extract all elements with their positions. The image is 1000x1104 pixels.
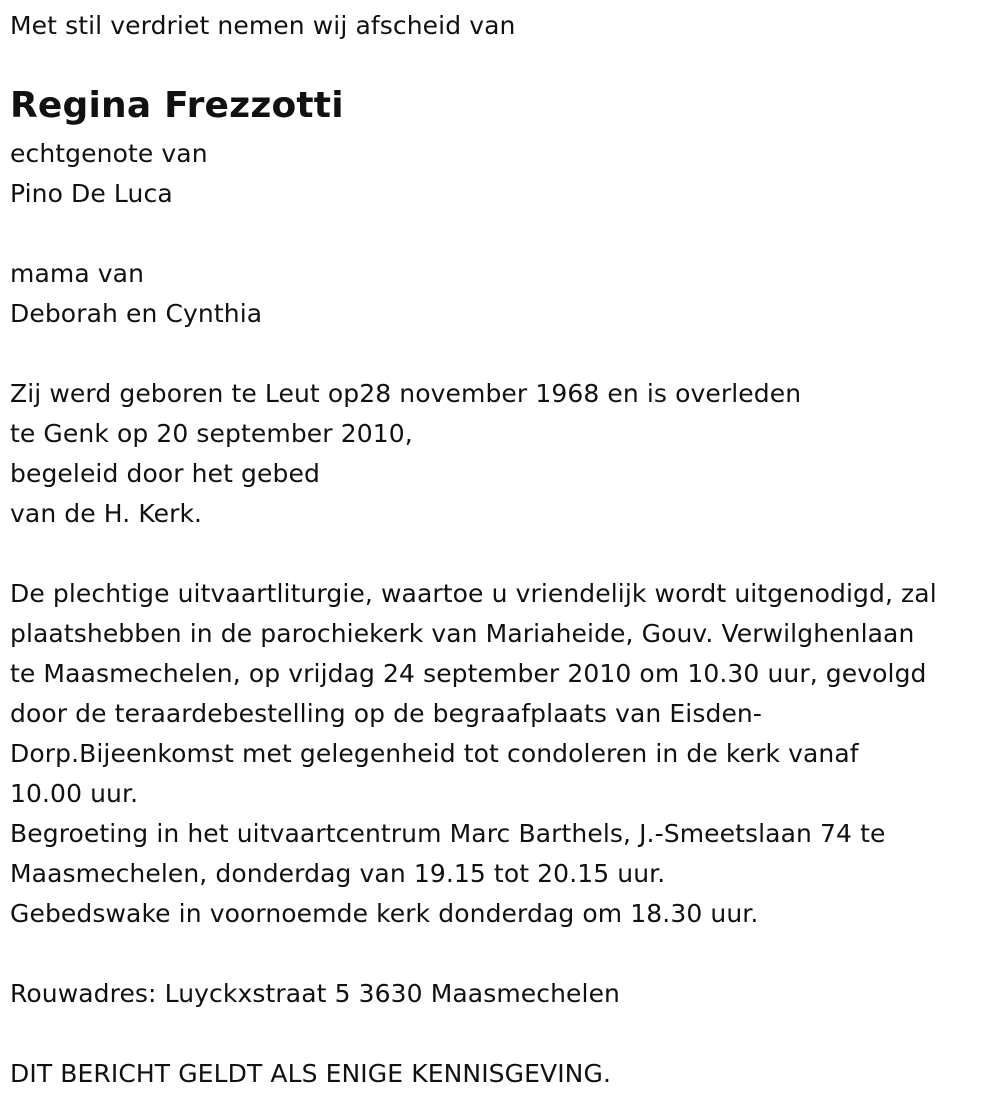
mourning-address: Rouwadres: Luyckxstraat 5 3630 Maasmechelen: [10, 979, 621, 1008]
paragraph-line: De plechtige uitvaartliturgie, waartoe u vriendelijk wordt uitgenodigd, zal: [10, 579, 937, 608]
paragraph-line: Gebedswake in voornoemde kerk donderdag om 18.30 uur.: [10, 899, 759, 928]
paragraph-line: Maasmechelen, donderdag van 19.15 tot 20.15 uur.: [10, 859, 666, 888]
spouse-relation: echtgenote van: [10, 139, 208, 168]
paragraph-line: begeleid door het gebed: [10, 459, 320, 488]
birth-death-paragraph: [10, 374, 801, 534]
deceased-name: Regina Frezzotti: [10, 85, 344, 126]
funeral-paragraph: [10, 574, 937, 934]
spouse-name: Pino De Luca: [10, 179, 173, 208]
children-names: Deborah en Cynthia: [10, 299, 263, 328]
paragraph-line: Begroeting in het uitvaartcentrum Marc Barthels, J.-Smeetslaan 74 te: [10, 819, 886, 848]
paragraph-line: te Maasmechelen, op vrijdag 24 september 2010 om 10.30 uur, gevolgd: [10, 659, 927, 688]
paragraph-line: Zij werd geboren te Leut op28 november 1968 en is overleden: [10, 379, 802, 408]
paragraph-line: Dorp.Bijeenkomst met gelegenheid tot condoleren in de kerk vanaf: [10, 739, 859, 768]
paragraph-line: van de H. Kerk.: [10, 499, 203, 528]
children-block: [10, 254, 262, 334]
paragraph-line: door de teraardebestelling op de begraafplaats van Eisden-: [10, 699, 762, 728]
intro-text: Met stil verdriet nemen wij afscheid van: [10, 11, 516, 40]
closing-notice: DIT BERICHT GELDT ALS ENIGE KENNISGEVING.: [10, 1059, 611, 1088]
paragraph-line: te Genk op 20 september 2010,: [10, 419, 413, 448]
children-relation: mama van: [10, 259, 145, 288]
spouse-block: [10, 134, 208, 214]
paragraph-line: 10.00 uur.: [10, 779, 139, 808]
paragraph-line: plaatshebben in de parochiekerk van Mariaheide, Gouv. Verwilghenlaan: [10, 619, 915, 648]
